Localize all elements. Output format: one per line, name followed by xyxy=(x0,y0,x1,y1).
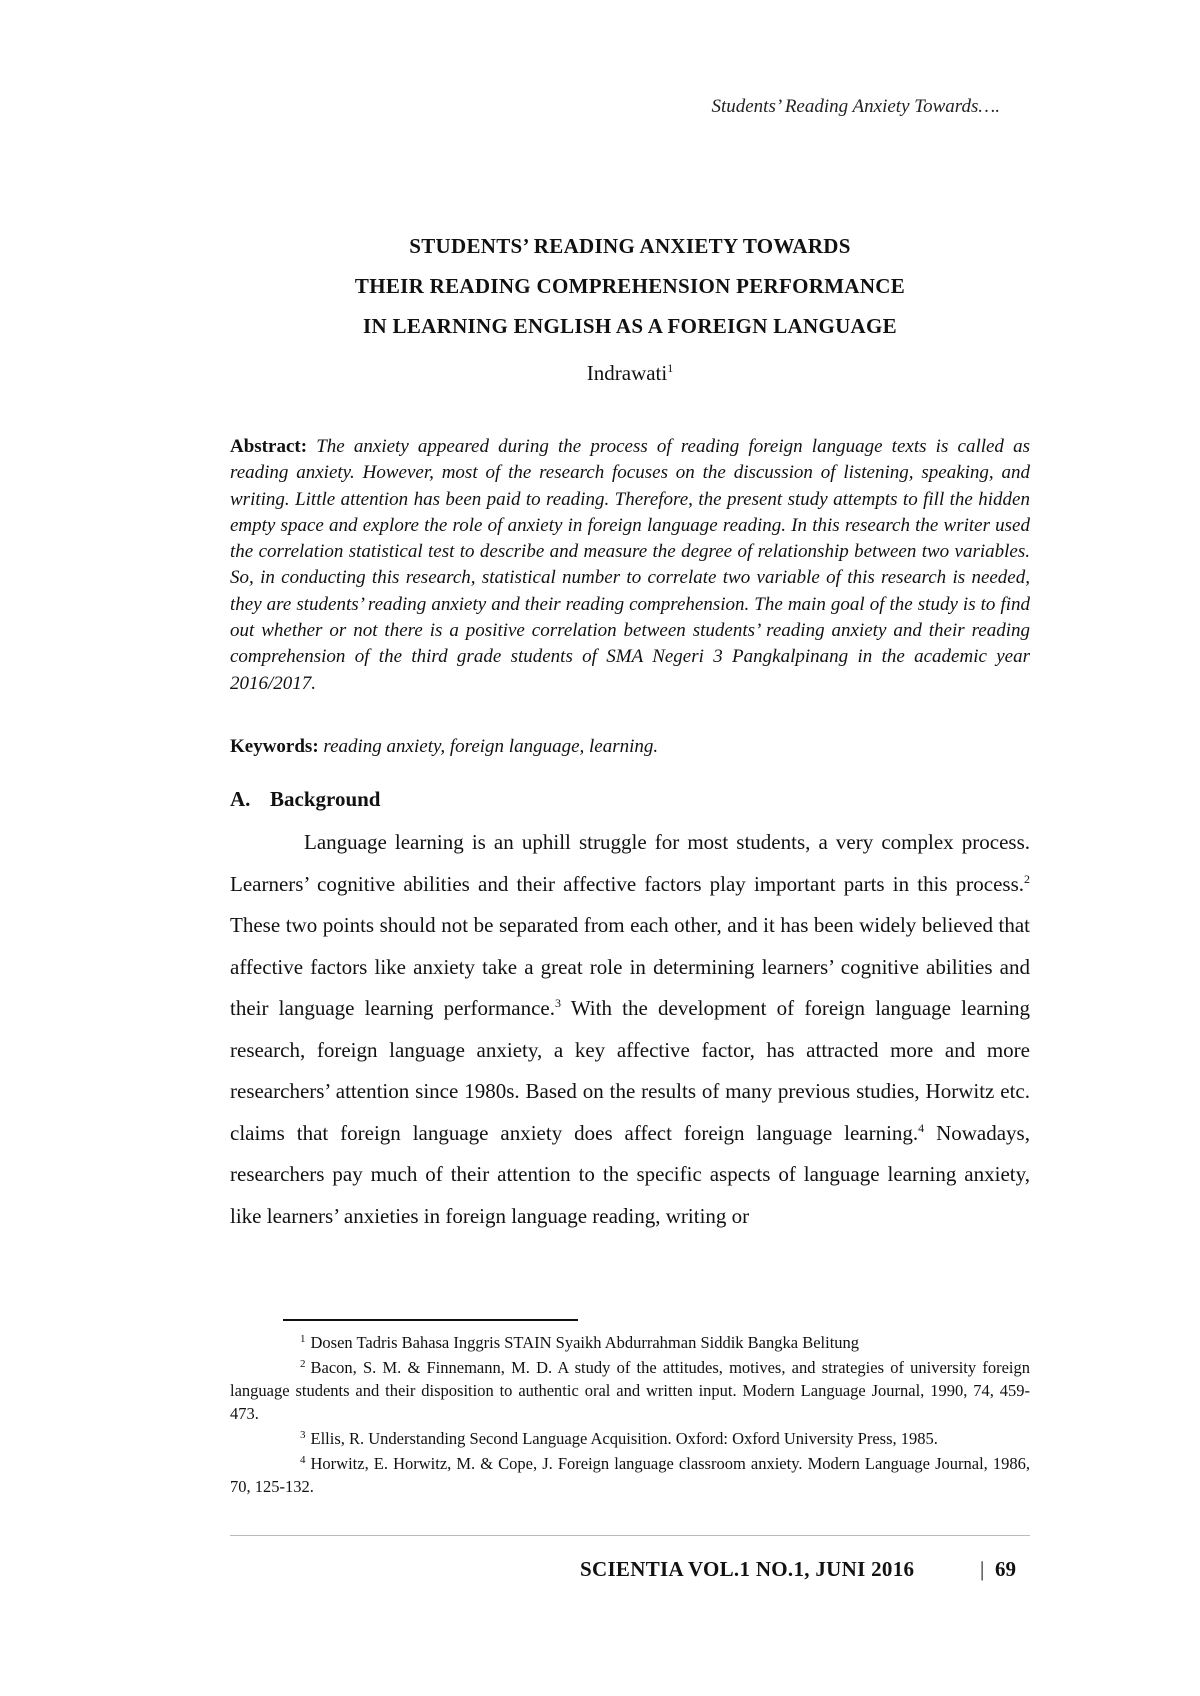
footnote-3 xyxy=(230,1427,1030,1450)
author-name: Indrawati xyxy=(586,361,668,385)
author-footnote-mark: 1 xyxy=(667,361,674,375)
footnote-ref-3[interactable]: 3 xyxy=(555,996,562,1010)
footnote-mark: 2 xyxy=(300,1357,306,1370)
footnote-1 xyxy=(230,1331,1030,1354)
footnote-text: Ellis, R. Understanding Second Language Acquisition. Oxford: Oxford University Press, 1985. xyxy=(310,1429,938,1448)
footnote-mark: 3 xyxy=(300,1428,306,1441)
footnote-divider xyxy=(283,1319,578,1321)
running-head: Students’ Reading Anxiety Towards…. xyxy=(711,96,1000,117)
footnote-2 xyxy=(230,1356,1030,1425)
page-number: 69 xyxy=(995,1557,1016,1581)
title-line-1: STUDENTS’ READING ANXIETY TOWARDS xyxy=(409,234,851,258)
section-number: A. xyxy=(230,787,251,811)
footnotes xyxy=(230,1331,1030,1500)
body-segment-1: Language learning is an uphill struggle for most students, a very complex process. Learners’ cognitive abilities and their affective factors play important parts in this process. xyxy=(230,830,1030,896)
title-block xyxy=(230,226,1030,393)
title-line-3: IN LEARNING ENGLISH AS A FOREIGN LANGUAGE xyxy=(363,314,897,338)
abstract-label: Abstract: xyxy=(230,436,308,457)
footnote-text: Dosen Tadris Bahasa Inggris STAIN Syaikh Abdurrahman Siddik Bangka Belitung xyxy=(310,1333,860,1352)
body-segment-3: With the development of foreign language learning research, foreign language anxiety, a key affective factor, has attracted more and more researchers’ attention since 1980s. Based on the results of many previous studies, Horwitz etc. claims that foreign language anxiety does affect foreign language learning. xyxy=(230,996,1030,1145)
footnote-4 xyxy=(230,1452,1030,1498)
keywords-text: reading anxiety, foreign language, learning. xyxy=(323,736,659,757)
footnote-text: Bacon, S. M. & Finnemann, M. D. A study of the attitudes, motives, and strategies of university foreign language students and their disposition to authentic oral and written input. Modern Language Journal, 1990, 74, 459-473. xyxy=(230,1358,1030,1423)
footer-separator: | xyxy=(980,1557,985,1581)
title-line-2: THEIR READING COMPREHENSION PERFORMANCE xyxy=(354,274,906,298)
footnote-mark: 1 xyxy=(300,1332,306,1345)
body-segment-2: These two points should not be separated from each other, and it has been widely believed that affective factors like anxiety take a great role in determining learners’ cognitive abilities and their language learning performance. xyxy=(230,913,1030,1020)
author-line xyxy=(230,348,1030,393)
footnote-ref-2[interactable]: 2 xyxy=(1024,871,1030,886)
footnote-ref-4[interactable]: 4 xyxy=(918,1120,925,1135)
body-paragraph xyxy=(230,822,1030,1237)
footnote-text: Horwitz, E. Horwitz, M. & Cope, J. Foreign language classroom anxiety. Modern Language Journal, 1986, 70, 125-132. xyxy=(230,1454,1030,1496)
section-heading xyxy=(230,787,381,812)
body-segment-4: Nowadays, researchers pay much of their attention to the specific aspects of language learning anxiety, like learners’ anxieties in foreign language reading, writing or xyxy=(230,1120,1030,1228)
keywords-label: Keywords: xyxy=(230,736,319,757)
section-title: Background xyxy=(270,787,381,811)
footer-journal: SCIENTIA VOL.1 NO.1, JUNI 2016 xyxy=(580,1557,915,1581)
abstract xyxy=(230,434,1030,697)
keywords xyxy=(230,736,1030,758)
footer-rule xyxy=(230,1535,1030,1536)
abstract-text: The anxiety appeared during the process of reading foreign language texts is called as reading anxiety. However, most of the research focuses on the discussion of listening, speaking, and writing. Little attention has been paid to reading. Therefore, the present study attempts to fill the hidden empty space and explore the role of anxiety in foreign language reading. In this research the writer used the correlation statistical test to describe and measure the degree of relationship between two variables. So, in conducting this research, statistical number to correlate two variable of this research is needed, they are students’ reading anxiety and their reading comprehension. The main goal of the study is to find out whether or not there is a positive correlation between students’ reading anxiety and their reading comprehension of the third grade students of SMA Negeri 3 Pangkalpinang in the academic year 2016/2017. xyxy=(230,436,1031,694)
footnote-mark: 4 xyxy=(300,1453,306,1466)
